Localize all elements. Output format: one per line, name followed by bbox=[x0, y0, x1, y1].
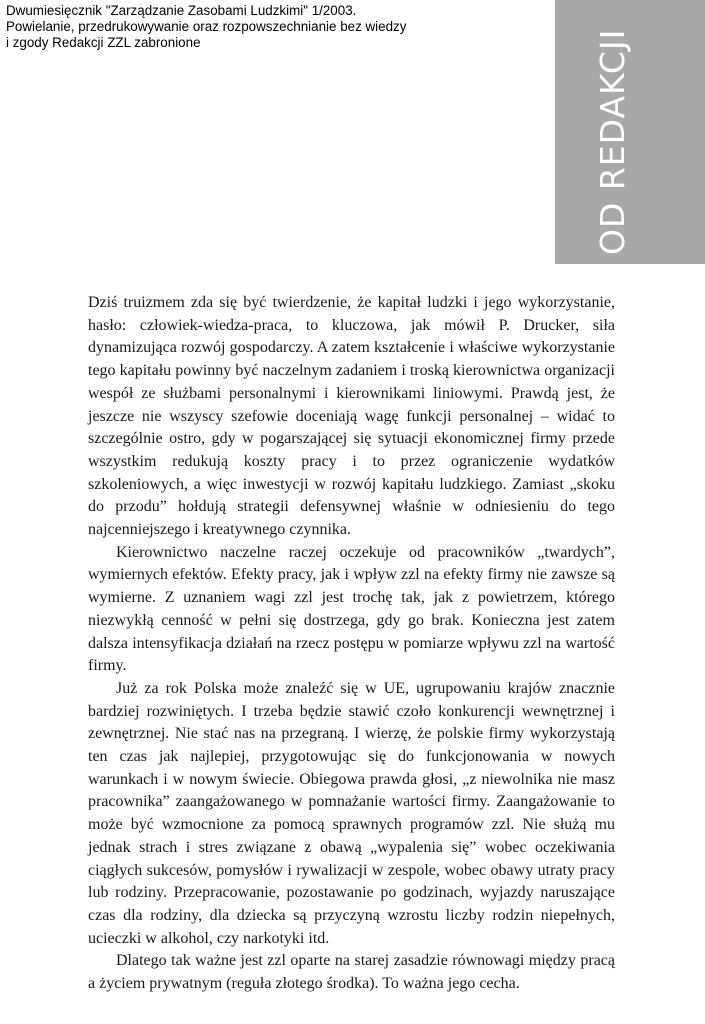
copyright-line: Powielanie, przedrukowywanie oraz rozpowszechnianie bez wiedzy bbox=[6, 19, 407, 34]
copyright-line: Dwumiesięcznik "Zarządzanie Zasobami Ludzkimi" 1/2003. bbox=[6, 3, 357, 18]
copyright-notice bbox=[6, 3, 446, 51]
article-paragraph: Już za rok Polska może znaleźć się w UE, ugrupowaniu krajów znacznie bardziej rozwiniętych. I trzeba będzie stawić czoło konkurencji wewnętrznej i zewnętrznej. Nie stać nas na przegraną. I wierzę, że polskie firmy wykorzystają ten czas jak najlepiej, przygotowując się do funkcjonowania w nowych warunkach i w nowym świecie. Obiegowa prawda głosi, „z niewolnika nie masz pracownika” zaangażowanego w pomnażanie wartości firmy. Zaangażowanie to może być wzmocnione za pomocą sprawnych programów zzl. Nie służą mu jednak strach i stres związane z obawą „wypalenia się” wobec oczekiwania ciągłych sukcesów, pomysłów i rywalizacji w zespole, wobec obawy utraty pracy lub rodziny. Przepracowanie, pozostawanie po godzinach, wyjazdy naruszające czas dla rodziny, dla dziecka są przyczyną wzrostu liczby rodzin niepełnych, ucieczki w alkohol, czy narkotyki itd. bbox=[88, 679, 615, 947]
article-body bbox=[88, 292, 615, 996]
article-paragraph: Dlatego tak ważne jest zzl oparte na starej zasadzie równowagi między pracą a życiem prywatnym (reguła złotego środka). To ważna jego cecha. bbox=[88, 952, 615, 993]
section-label: OD REDAKCJI bbox=[593, 28, 632, 255]
article-paragraph: Kierownictwo naczelne raczej oczekuje od pracowników „twardych”, wymiernych efektów. Efekty pracy, jak i wpływ zzl na efekty firmy nie zawsze są wymierne. Z uznaniem wagi zzl jest trochę tak, jak z powietrzem, którego niezwykłą cenność w pełni się dostrzega, gdy go brak. Konieczna jest zatem dalsza intensyfikacja działań na rzecz postępu w pomiarze wpływu zzl na wartość firmy. bbox=[88, 543, 615, 675]
copyright-line: i zgody Redakcji ZZL zabronione bbox=[6, 35, 201, 50]
article-paragraph: Dziś truizmem zda się być twierdzenie, że kapitał ludzki i jego wykorzystanie, hasło: człowiek-wiedza-praca, to kluczowa, jak mówił P. Drucker, siła dynamizująca rozwój gospodarczy. A zatem kształcenie i właściwe wykorzystanie tego kapitału powinny być naczelnym zadaniem i troską kierownictwa organizacji wespół ze służbami personalnymi i kierownikami liniowymi. Prawdą jest, że jeszcze nie wszyscy szefowie doceniają wagę funkcji personalnej – widać to szczególnie ostro, gdy w pogarszającej się sytuacji ekonomicznej firmy przede wszystkim redukują koszty pracy i to przez ograniczenie wydatków szkoleniowych, a więc inwestycji w rozwój kapitału ludzkiego. Zamiast „skoku do przodu” hołdują strategii defensywnej właśnie w odniesieniu do tego najcenniejszego i kreatywnego czynnika. bbox=[88, 294, 615, 539]
